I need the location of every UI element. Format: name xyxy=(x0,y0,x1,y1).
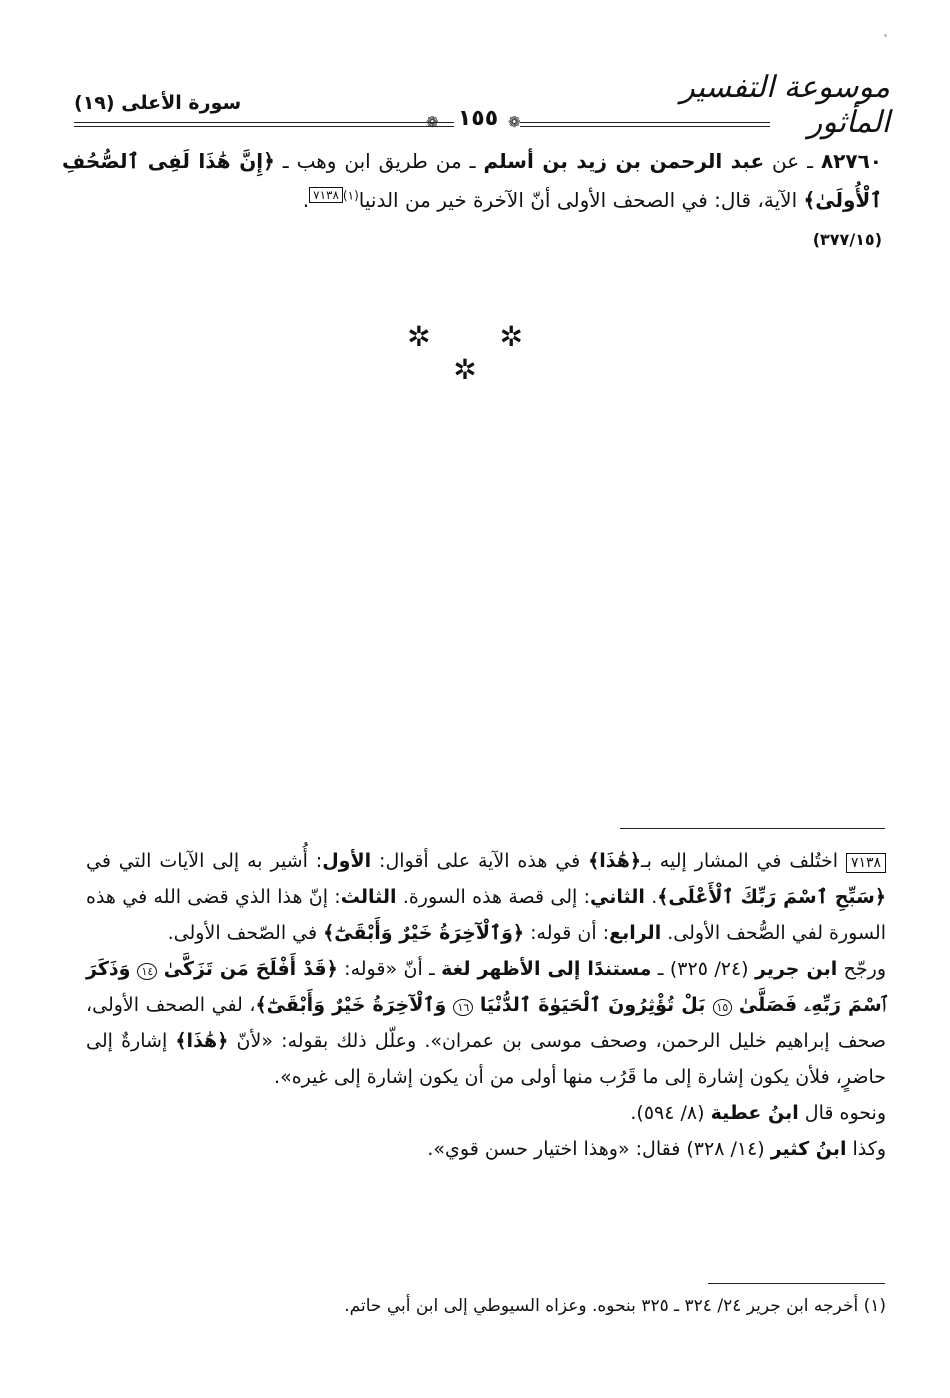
quran-verse: ﴿سَبِّحِ ٱسْمَ رَبِّكَ ٱلْأَعْلَى﴾ xyxy=(657,886,887,908)
commentary-text: : أُشير به إلى الآيات التي في xyxy=(86,850,323,872)
page-number: ١٥٥ xyxy=(457,106,499,131)
commentary-text: : إلى قصة هذه السورة. xyxy=(396,886,591,908)
quran-verse: وَذَكَرَ ٱسْمَ رَبِّهِۦ فَصَلَّىٰ xyxy=(86,958,886,1016)
commentary-paragraph xyxy=(86,951,886,1095)
entry-end: . xyxy=(302,188,310,212)
commentary-text: ، لفي الصحف الأولى، صحف إبراهيم خليل الرحمن، وصحف موسى بن عمران». وعلّل ذلك بقوله: «لأنّ xyxy=(86,994,886,1052)
commentary-paragraph xyxy=(86,1131,886,1167)
quran-verse: ﴿إِنَّ هَٰذَا لَفِى ٱلصُّحُفِ ٱلْأُولَىٰ﴾ xyxy=(62,149,882,212)
page-header xyxy=(60,62,890,140)
scholar-name: ابنُ عطية xyxy=(710,1102,799,1124)
quran-verse: ﴿قَدْ أَفْلَحَ مَن تَزَكَّىٰ xyxy=(163,958,338,980)
commentary-text: ـ أنّ «قوله: xyxy=(337,958,442,980)
quran-verse: بَلْ تُؤْثِرُونَ ٱلْحَيَوٰةَ ٱلدُّنْيَا xyxy=(479,994,713,1016)
header-rule xyxy=(74,126,454,127)
commentary-text: ورجّح xyxy=(837,958,887,980)
surah-label: سورة الأعلى (١٩) xyxy=(74,92,242,114)
verse-number-icon: ١٦ xyxy=(453,999,473,1016)
entry-text: ـ عن xyxy=(764,149,821,173)
book-title: موسوعة التفسير المأثور xyxy=(680,70,890,140)
commentary-text: في الصّحف الأولى. xyxy=(167,922,324,944)
commentary-ref[interactable]: ٧١٣٨ xyxy=(309,187,343,203)
chain-text: ـ من طريق ابن وهب ـ xyxy=(274,149,484,173)
narrator-name: عبد الرحمن بن زيد بن أسلم xyxy=(483,149,765,173)
quran-verse: ﴿وَٱلْآخِرَةُ خَيْرٌ وَأَبْقَىٰٓ﴾ xyxy=(323,922,525,944)
quran-verse: ﴿هَٰذَا﴾ xyxy=(175,1030,229,1052)
athar-entry xyxy=(62,142,882,220)
commentary-text: : أن قوله: xyxy=(524,922,610,944)
entry-number: ٨٢٧٦٠ xyxy=(820,149,882,173)
quran-verse: ﴿هَٰذَا﴾ xyxy=(588,850,642,872)
quran-verse: وَٱلْآخِرَةُ خَيْرٌ وَأَبْقَىٰٓ﴾ xyxy=(255,994,454,1016)
opinion-label: الرابع xyxy=(609,922,662,944)
commentary-text: (٨/ ٥٩٤). xyxy=(630,1102,711,1124)
header-rule xyxy=(520,122,770,123)
commentary-text: (٢٤/ ٣٢٥) ـ xyxy=(651,958,755,980)
scholar-name: ابن جرير xyxy=(755,958,838,980)
commentary-text: ونحوه قال xyxy=(798,1102,886,1124)
ornament-icon: ❁ xyxy=(426,113,439,131)
commentary-text: . xyxy=(644,886,658,908)
commentary-text: وكذا xyxy=(846,1138,886,1160)
commentary-separator xyxy=(620,828,885,829)
commentary-paragraph xyxy=(86,843,886,951)
entry-text: الآية، قال: في الصحف الأولى أنّ الآخرة خير من الدنيا xyxy=(358,188,804,212)
commentary-number: ٧١٣٨ xyxy=(846,853,886,873)
commentary-text: في هذه الآية على أقوال: xyxy=(371,850,589,872)
commentary-text: إشارةٌ إلى حاضرٍ، فلأن يكون إشارة إلى ما قَرُب منها أولى من أن يكون إشارة إلى غيره». xyxy=(86,1030,886,1088)
opinion-label: الثالث xyxy=(340,886,397,908)
source-reference: (٣٧٧/١٥) xyxy=(812,230,882,249)
commentary-text: (١٤/ ٣٢٨) فقال: «وهذا اختيار حسن قوي». xyxy=(427,1138,771,1160)
opinion-label: الثاني xyxy=(590,886,645,908)
footnote-separator xyxy=(708,1283,885,1284)
commentary-text: : إنّ هذا الذي قضى الله في هذه السورة لفي الصُّحف الأولى. xyxy=(86,886,886,944)
verse-number-icon: ١٥ xyxy=(713,999,733,1016)
scan-speck xyxy=(884,34,887,37)
commentary-emphasis: مستندًا إلى الأظهر لغة xyxy=(441,958,652,980)
commentary xyxy=(86,843,886,1167)
verse-number-icon: ١٤ xyxy=(137,963,157,980)
footnote-ref[interactable]: (١) xyxy=(342,188,359,203)
opinion-label: الأول xyxy=(322,850,372,872)
ornament-icon: ❁ xyxy=(508,113,521,131)
header-rule xyxy=(520,126,770,127)
header-rule xyxy=(74,122,454,123)
footnote: (١) أخرجه ابن جرير ٢٤/ ٣٢٤ ـ ٣٢٥ بنحوه. وعزاه السيوطي إلى ابن أبي حاتم. xyxy=(344,1296,886,1316)
commentary-text: اختُلف في المشار إليه بـ xyxy=(641,850,846,872)
scholar-name: ابنُ كثير xyxy=(770,1138,847,1160)
section-divider-stars-icon: ✲ ✲ ✲ xyxy=(407,320,553,386)
commentary-paragraph xyxy=(86,1095,886,1131)
